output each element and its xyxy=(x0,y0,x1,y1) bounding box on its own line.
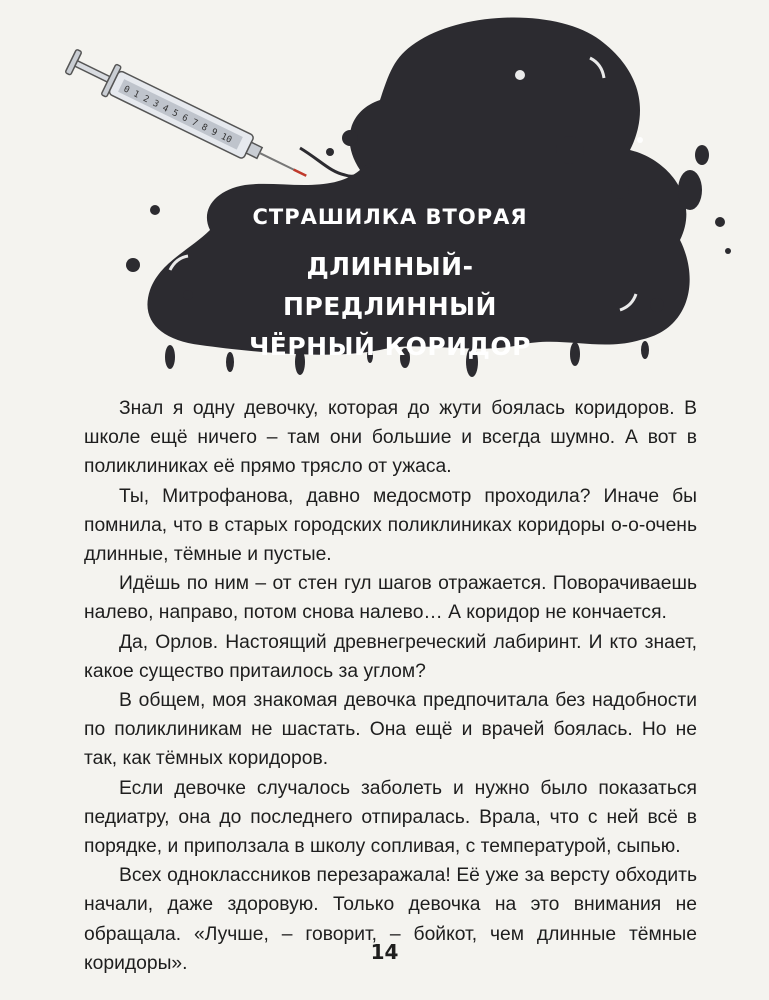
story-text xyxy=(84,394,697,978)
paragraph: Ты, Митрофанова, давно медосмотр проходила? Иначе бы помнила, что в старых городских поликлиниках коридоры о-о-очень длинные, тёмные и пустые. xyxy=(84,485,697,566)
paragraph: Знал я одну девочку, которая до жути боялась коридоров. В школе ещё ничего – там они большие и всегда шумно. А вот в поликлиниках её прямо трясло от ужаса. xyxy=(84,398,697,478)
paragraph: Всех одноклассников перезаражала! Её уже за версту обходить начали, даже здоровую. Только девочка на это внимания не обращала. «Лучше, – говорит, – бойкот, чем длинные тёмные коридоры». xyxy=(84,865,697,974)
page-number: 14 xyxy=(370,940,399,964)
chapter-title-line-1: ДЛИННЫЙ-ПРЕДЛИННЫЙ xyxy=(283,252,497,321)
chapter-kicker: СТРАШИЛКА ВТОРАЯ xyxy=(252,205,528,229)
chapter-title-line-2: ЧЁРНЫЙ КОРИДОР xyxy=(249,332,531,361)
paragraph: В общем, моя знакомая девочка предпочитала без надобности по поликлиникам не шастать. Она ещё и врачей боялась. Но не так, как тёмных коридоров. xyxy=(84,690,697,770)
chapter-title-block xyxy=(220,205,560,367)
paragraph: Да, Орлов. Настоящий древнегреческий лабиринт. И кто знает, какое существо притаилось за углом? xyxy=(84,631,697,682)
syringe-scale: 0 1 2 3 4 5 6 7 8 9 10 xyxy=(121,84,234,146)
paragraph: Если девочке случалось заболеть и нужно было показаться педиатру, она до последнего отпиралась. Врала, что с ней всё в порядке, и приползала в школу сопливая, с температурой, сыпью. xyxy=(84,777,697,858)
syringe-icon xyxy=(63,46,313,191)
paragraph: Идёшь по ним – от стен гул шагов отражается. Поворачиваешь налево, направо, потом снова налево… А коридор не кончается. xyxy=(84,573,697,624)
